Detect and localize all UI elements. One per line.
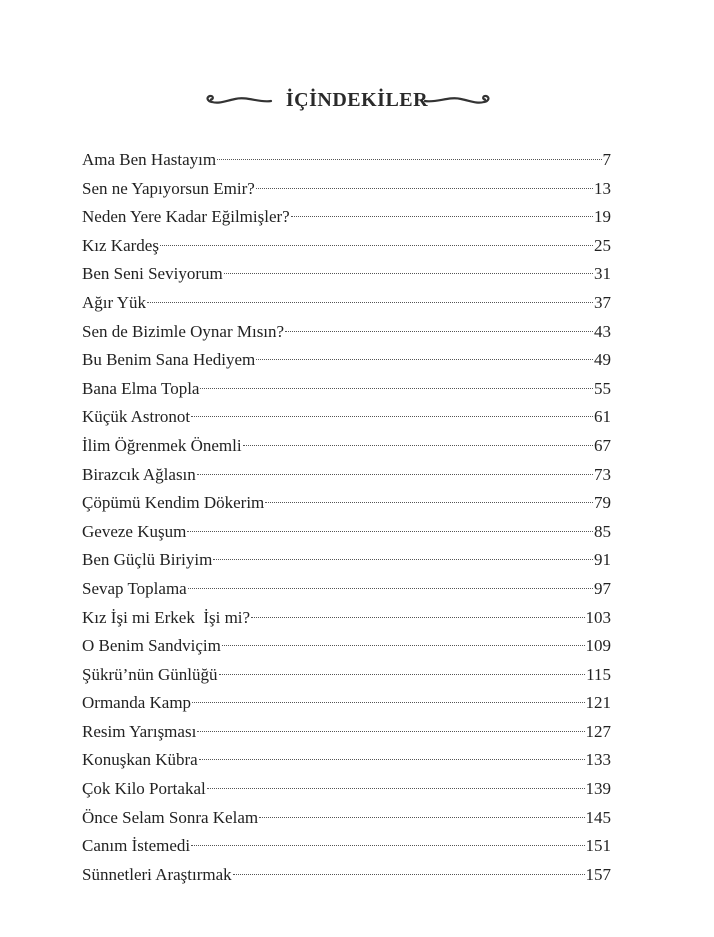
dot-leader [217, 159, 601, 160]
toc-entry-page-number: 67 [594, 435, 611, 455]
dot-leader [191, 845, 584, 846]
dot-leader [207, 788, 585, 789]
toc-entry-page-number: 73 [594, 464, 611, 484]
toc-entry-page-number: 97 [594, 578, 611, 598]
toc-entry-title: Ben Güçlü Biriyim [82, 550, 213, 570]
toc-entry[interactable] [82, 861, 611, 890]
toc-entry-title: İlim Öğrenmek Önemli [82, 435, 242, 455]
toc-entry[interactable] [82, 775, 611, 804]
dot-leader [200, 388, 593, 389]
toc-entry-title: Sünnetleri Araştırmak [82, 864, 232, 884]
dot-leader [147, 302, 593, 303]
toc-entry[interactable] [82, 518, 611, 547]
toc-entry-title: Ben Seni Seviyorum [82, 264, 223, 284]
toc-entry[interactable] [82, 689, 611, 718]
toc-entry[interactable] [82, 461, 611, 490]
toc-entry-page-number: 85 [594, 521, 611, 541]
toc-entry-page-number: 13 [594, 178, 611, 198]
dot-leader [291, 216, 593, 217]
dot-leader [188, 588, 593, 589]
toc-entry-page-number: 145 [585, 807, 611, 827]
toc-entry-title: Kız Kardeş [82, 235, 159, 255]
toc-entry[interactable] [82, 403, 611, 432]
toc-entry-title: Bu Benim Sana Hediyem [82, 350, 256, 370]
toc-entry-page-number: 127 [585, 721, 611, 741]
dot-leader [285, 331, 593, 332]
toc-entry[interactable] [82, 260, 611, 289]
toc-entry-title: Bana Elma Topla [82, 378, 200, 398]
right-swash-ornament [423, 90, 493, 110]
toc-entry[interactable] [82, 489, 611, 518]
toc-entry-page-number: 61 [594, 407, 611, 427]
dot-leader [256, 188, 593, 189]
toc-entry-title: Sen ne Yapıyorsun Emir? [82, 178, 255, 198]
toc-entry-page-number: 37 [594, 292, 611, 312]
toc-entry-title: Önce Selam Sonra Kelam [82, 807, 259, 827]
toc-entry-title: Resim Yarışması [82, 721, 197, 741]
toc-entry-title: Ağır Yük [82, 292, 147, 312]
toc-entry-title: Sevap Toplama [82, 578, 187, 598]
dot-leader [197, 731, 584, 732]
toc-entry[interactable] [82, 175, 611, 204]
dot-leader [219, 674, 586, 675]
toc-entry-title: Küçük Astronot [82, 407, 191, 427]
dot-leader [199, 759, 585, 760]
toc-entry[interactable] [82, 804, 611, 833]
dot-leader [187, 531, 593, 532]
toc-entry[interactable] [82, 632, 611, 661]
toc-entry[interactable] [82, 432, 611, 461]
dot-leader [265, 502, 593, 503]
toc-entry-page-number: 31 [594, 264, 611, 284]
dot-leader [251, 617, 584, 618]
dot-leader [192, 702, 584, 703]
toc-entry[interactable] [82, 604, 611, 633]
toc-entry-page-number: 103 [585, 607, 611, 627]
toc-entry-title: Konuşkan Kübra [82, 750, 198, 770]
toc-entry[interactable] [82, 318, 611, 347]
dot-leader [259, 817, 584, 818]
toc-entry[interactable] [82, 346, 611, 375]
toc-entry-title: Sen de Bizimle Oynar Mısın? [82, 321, 285, 341]
toc-entry[interactable] [82, 661, 611, 690]
dot-leader [233, 874, 585, 875]
dot-leader [222, 645, 585, 646]
toc-entry-title: Ormanda Kamp [82, 693, 192, 713]
toc-entry[interactable] [82, 718, 611, 747]
toc-entry-page-number: 91 [594, 550, 611, 570]
toc-entry[interactable] [82, 575, 611, 604]
toc-entry[interactable] [82, 832, 611, 861]
toc-entry-page-number: 79 [594, 493, 611, 513]
toc-entry[interactable] [82, 203, 611, 232]
toc-entry-page-number: 109 [585, 636, 611, 656]
dot-leader [213, 559, 593, 560]
toc-entry[interactable] [82, 546, 611, 575]
toc-entry-page-number: 55 [594, 378, 611, 398]
toc-entry[interactable] [82, 146, 611, 175]
toc-entry-page-number: 133 [585, 750, 611, 770]
toc-entry-title: Çöpümü Kendim Dökerim [82, 493, 265, 513]
toc-entry-title: Kız İşi mi Erkek İşi mi? [82, 607, 251, 627]
table-of-contents [82, 146, 611, 889]
dot-leader [243, 445, 593, 446]
toc-entry-page-number: 19 [594, 207, 611, 227]
dot-leader [197, 474, 593, 475]
toc-entry-page-number: 151 [585, 836, 611, 856]
toc-entry[interactable] [82, 375, 611, 404]
toc-entry-page-number: 49 [594, 350, 611, 370]
toc-entry-title: Neden Yere Kadar Eğilmişler? [82, 207, 290, 227]
toc-entry-page-number: 139 [585, 779, 611, 799]
toc-entry-page-number: 115 [586, 664, 611, 684]
dot-leader [191, 416, 593, 417]
toc-entry-title: Canım İstemedi [82, 836, 191, 856]
toc-entry-page-number: 7 [602, 150, 611, 169]
toc-entry-title: Birazcık Ağlasın [82, 464, 196, 484]
toc-entry-title: O Benim Sandviçim [82, 636, 221, 656]
toc-header [0, 86, 714, 116]
toc-entry-title: Şükrü’nün Günlüğü [82, 664, 218, 684]
toc-entry[interactable] [82, 746, 611, 775]
dot-leader [256, 359, 593, 360]
dot-leader [224, 273, 593, 274]
toc-entry-title: Geveze Kuşum [82, 521, 187, 541]
toc-entry-page-number: 157 [585, 864, 611, 884]
toc-entry-page-number: 25 [594, 235, 611, 255]
toc-entry-page-number: 121 [585, 693, 611, 713]
dot-leader [160, 245, 593, 246]
toc-entry-title: Çok Kilo Portakal [82, 779, 206, 799]
toc-entry-page-number: 43 [594, 321, 611, 341]
toc-entry[interactable] [82, 289, 611, 318]
toc-entry[interactable] [82, 232, 611, 261]
toc-entry-title: Ama Ben Hastayım [82, 150, 217, 169]
page-title: İÇİNDEKİLER [285, 89, 429, 111]
